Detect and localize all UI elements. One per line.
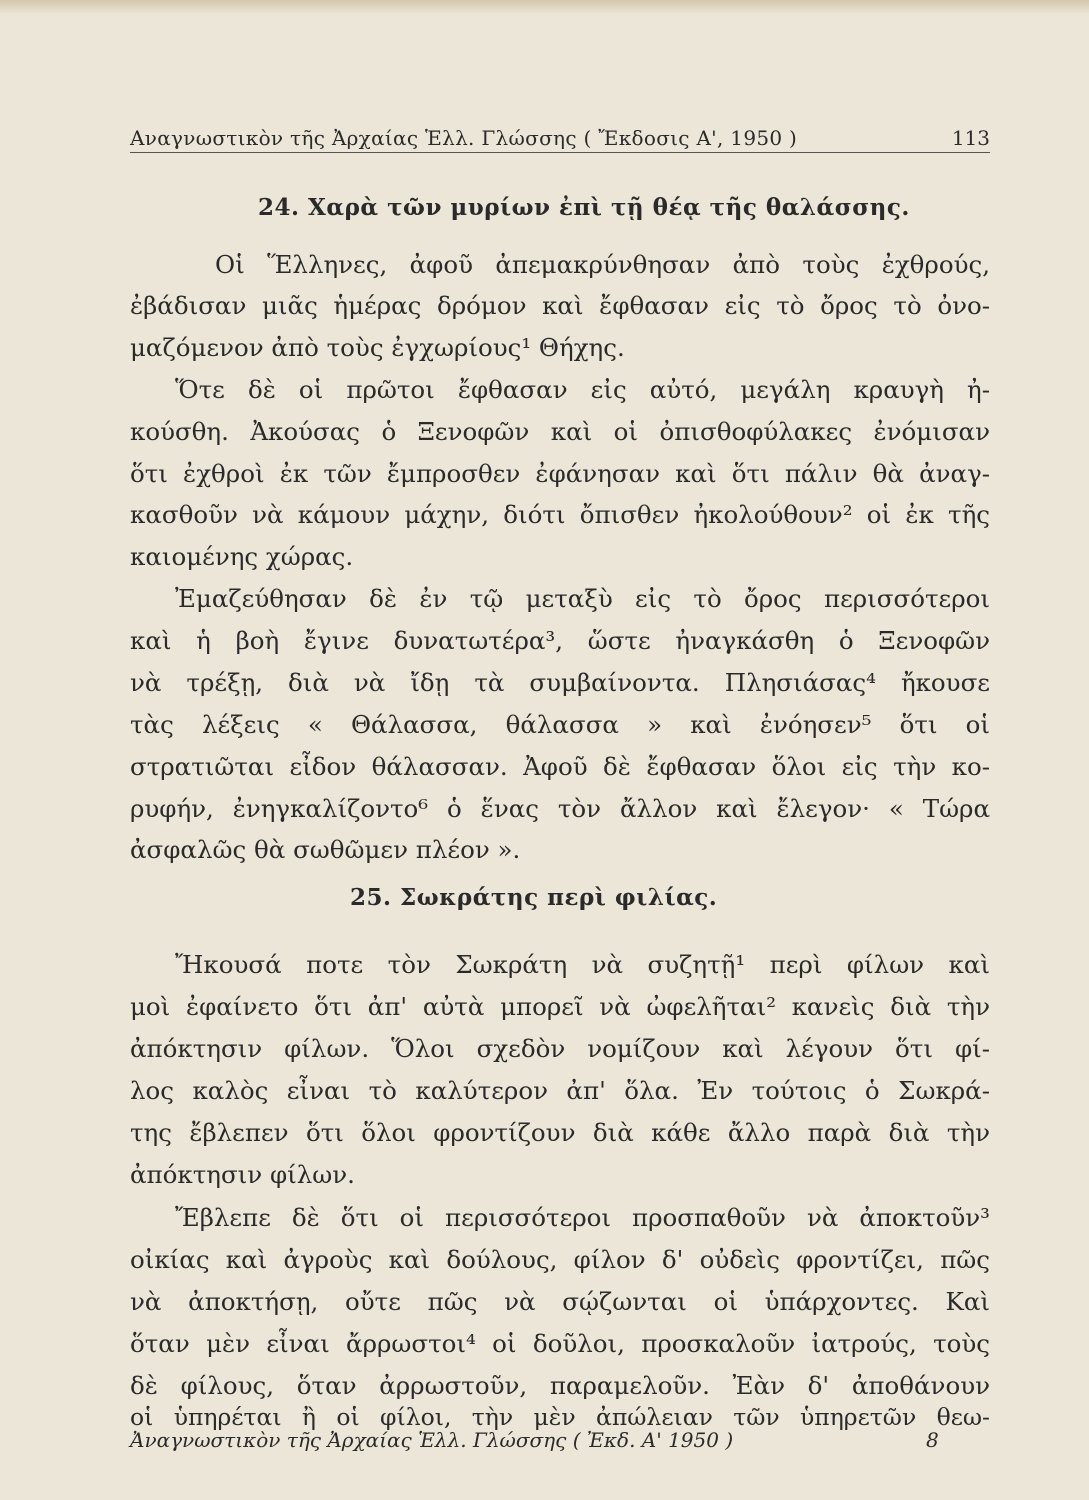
text-line: δὲ φίλους, ὅταν ἀρρωστοῦν, παραμελοῦν. Ἐὰν δ' ἀποθάνουν [130, 1371, 990, 1400]
text-line: κασθοῦν νὰ κάμουν μάχην, διότι ὄπισθεν ἠκολούθουν² οἱ ἐκ τῆς [130, 500, 990, 529]
text-line: Ἔβλεπε δὲ ὅτι οἱ περισσότεροι προσπαθοῦν νὰ ἀποκτοῦν³ [175, 1203, 990, 1232]
page-number: 113 [951, 126, 990, 150]
text-line: μαζόμενον ἀπὸ τοὺς ἐγχωρίους¹ Θήχης. [130, 333, 625, 362]
text-line: ὅταν μὲν εἶναι ἄρρωστοι⁴ οἱ δοῦλοι, προσκαλοῦν ἰατρούς, τοὺς [130, 1329, 990, 1358]
text-line: καὶ ἡ βοὴ ἔγινε δυνατωτέρα³, ὥστε ἠναγκάσθη ὁ Ξενοφῶν [130, 626, 990, 655]
text-line: ὅτι ἐχθροὶ ἐκ τῶν ἔμπροσθεν ἐφάνησαν καὶ ὅτι πάλιν θὰ ἀναγ- [130, 459, 990, 488]
text-line: καιομένης χώρας. [130, 542, 354, 571]
text-line: ἀπόκτησιν φίλων. [130, 1160, 355, 1189]
text-line: κούσθη. Ἀκούσας ὁ Ξενοφῶν καὶ οἱ ὀπισθοφύλακες ἐνόμισαν [130, 417, 990, 446]
text-line: της ἔβλεπεν ὅτι ὅλοι φροντίζουν διὰ κάθε ἄλλο παρὰ διὰ τὴν [130, 1118, 990, 1147]
text-line: νὰ τρέξῃ, διὰ νὰ ἴδῃ τὰ συμβαίνοντα. Πλησιάσας⁴ ἤκουσε [130, 668, 990, 697]
text-line: ἀπόκτησιν φίλων. Ὅλοι σχεδὸν νομίζουν καὶ λέγουν ὅτι φί- [130, 1034, 990, 1063]
text-line: ἀσφαλῶς θὰ σωθῶμεν πλέον ». [130, 835, 521, 864]
text-line: Ὅτε δὲ οἱ πρῶτοι ἔφθασαν εἰς αὐτό, μεγάλη κραυγὴ ἠ- [175, 375, 990, 404]
text-line: οἰκίας καὶ ἀγροὺς καὶ δούλους, φίλον δ' οὐδεὶς φροντίζει, πῶς [130, 1245, 990, 1274]
text-line: Ἤκουσά ποτε τὸν Σωκράτη νὰ συζητῇ¹ περὶ φίλων καὶ [175, 950, 990, 979]
text-line: Οἱ Ἕλληνες, ἀφοῦ ἀπεμακρύνθησαν ἀπὸ τοὺς ἐχθρούς, [215, 250, 990, 279]
text-line: λος καλὸς εἶναι τὸ καλύτερον ἀπ' ὅλα. Ἐν τούτοις ὁ Σωκρά- [130, 1076, 990, 1105]
text-line: Ἐμαζεύθησαν δὲ ἐν τῷ μεταξὺ εἰς τὸ ὄρος περισσότεροι [175, 584, 990, 613]
section-title-24: 24. Χαρὰ τῶν μυρίων ἐπὶ τῇ θέᾳ τῆς θαλάσσης. [258, 194, 910, 221]
text-line: μοὶ ἐφαίνετο ὅτι ἀπ' αὐτὰ μπορεῖ νὰ ὠφελῆται² κανεὶς διὰ τὴν [130, 992, 990, 1021]
page-edge [0, 0, 1089, 14]
footer-title: Ἀναγνωστικὸν τῆς Ἀρχαίας Ἑλλ. Γλώσσης ( Ἐκδ. Α' 1950 ) [130, 1428, 734, 1452]
running-header [130, 122, 990, 153]
section-title-25: 25. Σωκράτης περὶ φιλίας. [350, 884, 718, 911]
text-line: οἱ ὑπηρέται ἢ οἱ φίλοι, τὴν μὲν ἀπώλειαν τῶν ὑπηρετῶν θεω- [130, 1403, 990, 1431]
text-line: τὰς λέξεις « Θάλασσα, θάλασσα » καὶ ἐνόησεν⁵ ὅτι οἱ [130, 710, 990, 739]
text-line: ἐβάδισαν μιᾶς ἡμέρας δρόμον καὶ ἔφθασαν εἰς τὸ ὄρος τὸ ὀνο- [130, 291, 990, 320]
text-line: στρατιῶται εἶδον θάλασσαν. Ἀφοῦ δὲ ἔφθασαν ὅλοι εἰς τὴν κο- [130, 752, 990, 781]
text-line: νὰ ἀποκτήσῃ, οὔτε πῶς νὰ σῴζωνται οἱ ὑπάρχοντες. Καὶ [130, 1287, 990, 1316]
signature-mark: 8 [926, 1428, 939, 1452]
running-title: Αναγνωστικὸν τῆς Ἀρχαίας Ἑλλ. Γλώσσης ( Ἔκδοσις Α', 1950 ) [130, 126, 798, 150]
text-line: ρυφήν, ἐνηγκαλίζοντο⁶ ὁ ἕνας τὸν ἄλλον καὶ ἔλεγον· « Τώρα [130, 794, 990, 823]
